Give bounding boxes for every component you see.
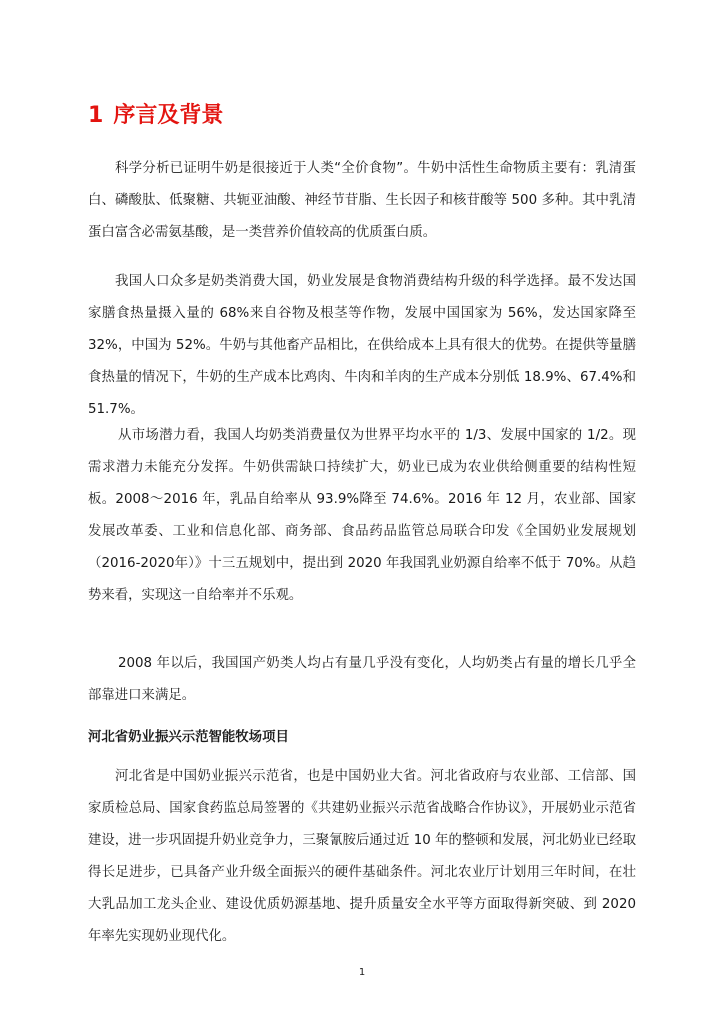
subsection-heading: 河北省奶业振兴示范智能牧场项目 [88, 730, 289, 745]
section-title: 序言及背景 [113, 103, 224, 128]
section-heading [88, 100, 223, 132]
section-number: 1 [88, 103, 104, 128]
paragraph-hebei: 河北省是中国奶业振兴示范省，也是中国奶业大省。河北省政府与农业部、工信部、国家质检总局、国家食药监总局签署的《共建奶业振兴示范省战略合作协议》，开展奶业示范省建设，进一步巩固提升奶业竞争力，三聚氰胺后通过近 10 年的整顿和发展，河北奶业已经取得长足进步，已具备产业升级全面振兴的硬件基础条件。河北农业厅计划用三年时间，在壮大乳品加工龙头企业、建设优质奶源基地、提升质量安全水平等方面取得新突破、到 2020 年率先实现奶业现代化。 [88, 769, 636, 944]
paragraph-imports: 2008 年以后，我国国产奶类人均占有量几乎没有变化，人均奶类占有量的增长几乎全部靠进口来满足。 [88, 656, 636, 703]
paragraph-market-potential: 从市场潜力看，我国人均奶类消费量仅为世界平均水平的 1/3、发展中国家的 1/2。现需求潜力未能充分发挥。牛奶供需缺口持续扩大，奶业已成为农业供给侧重要的结构性短板。2008～2016 年，乳品自给率从 93.9%降至 74.6%。2016 年 12 月，农业部、国家发展改革委、工业和信息化部、商务部、食品药品监管总局联合印发《全国奶业发展规划（2016-2020年）》十三五规划中，提出到 2020 年我国乳业奶源自给率不低于 70%。从趋势来看，实现这一自给率并不乐观。 [88, 428, 636, 603]
paragraph-consumption: 我国人口众多是奶类消费大国，奶业发展是食物消费结构升级的科学选择。最不发达国家膳食热量摄入量的 68%来自谷物及根茎等作物，发展中国国家为 56%，发达国家降至 32%，中国为 52%。牛奶与其他畜产品相比，在供给成本上具有很大的优势。在提供等量膳食热量的情况下，牛奶的生产成本比鸡肉、牛肉和羊肉的生产成本分别低 18.9%、67.4%和 51.7%。 [88, 274, 636, 417]
page-number: 1 [358, 967, 366, 978]
paragraph-whole-food: 科学分析已证明牛奶是很接近于人类“全价食物”。牛奶中活性生命物质主要有：乳清蛋白、磷酸肽、低聚糖、共轭亚油酸、神经节苷脂、生长因子和核苷酸等 500 多种。其中乳清蛋白富含必需氨基酸，是一类营养价值较高的优质蛋白质。 [88, 161, 636, 240]
